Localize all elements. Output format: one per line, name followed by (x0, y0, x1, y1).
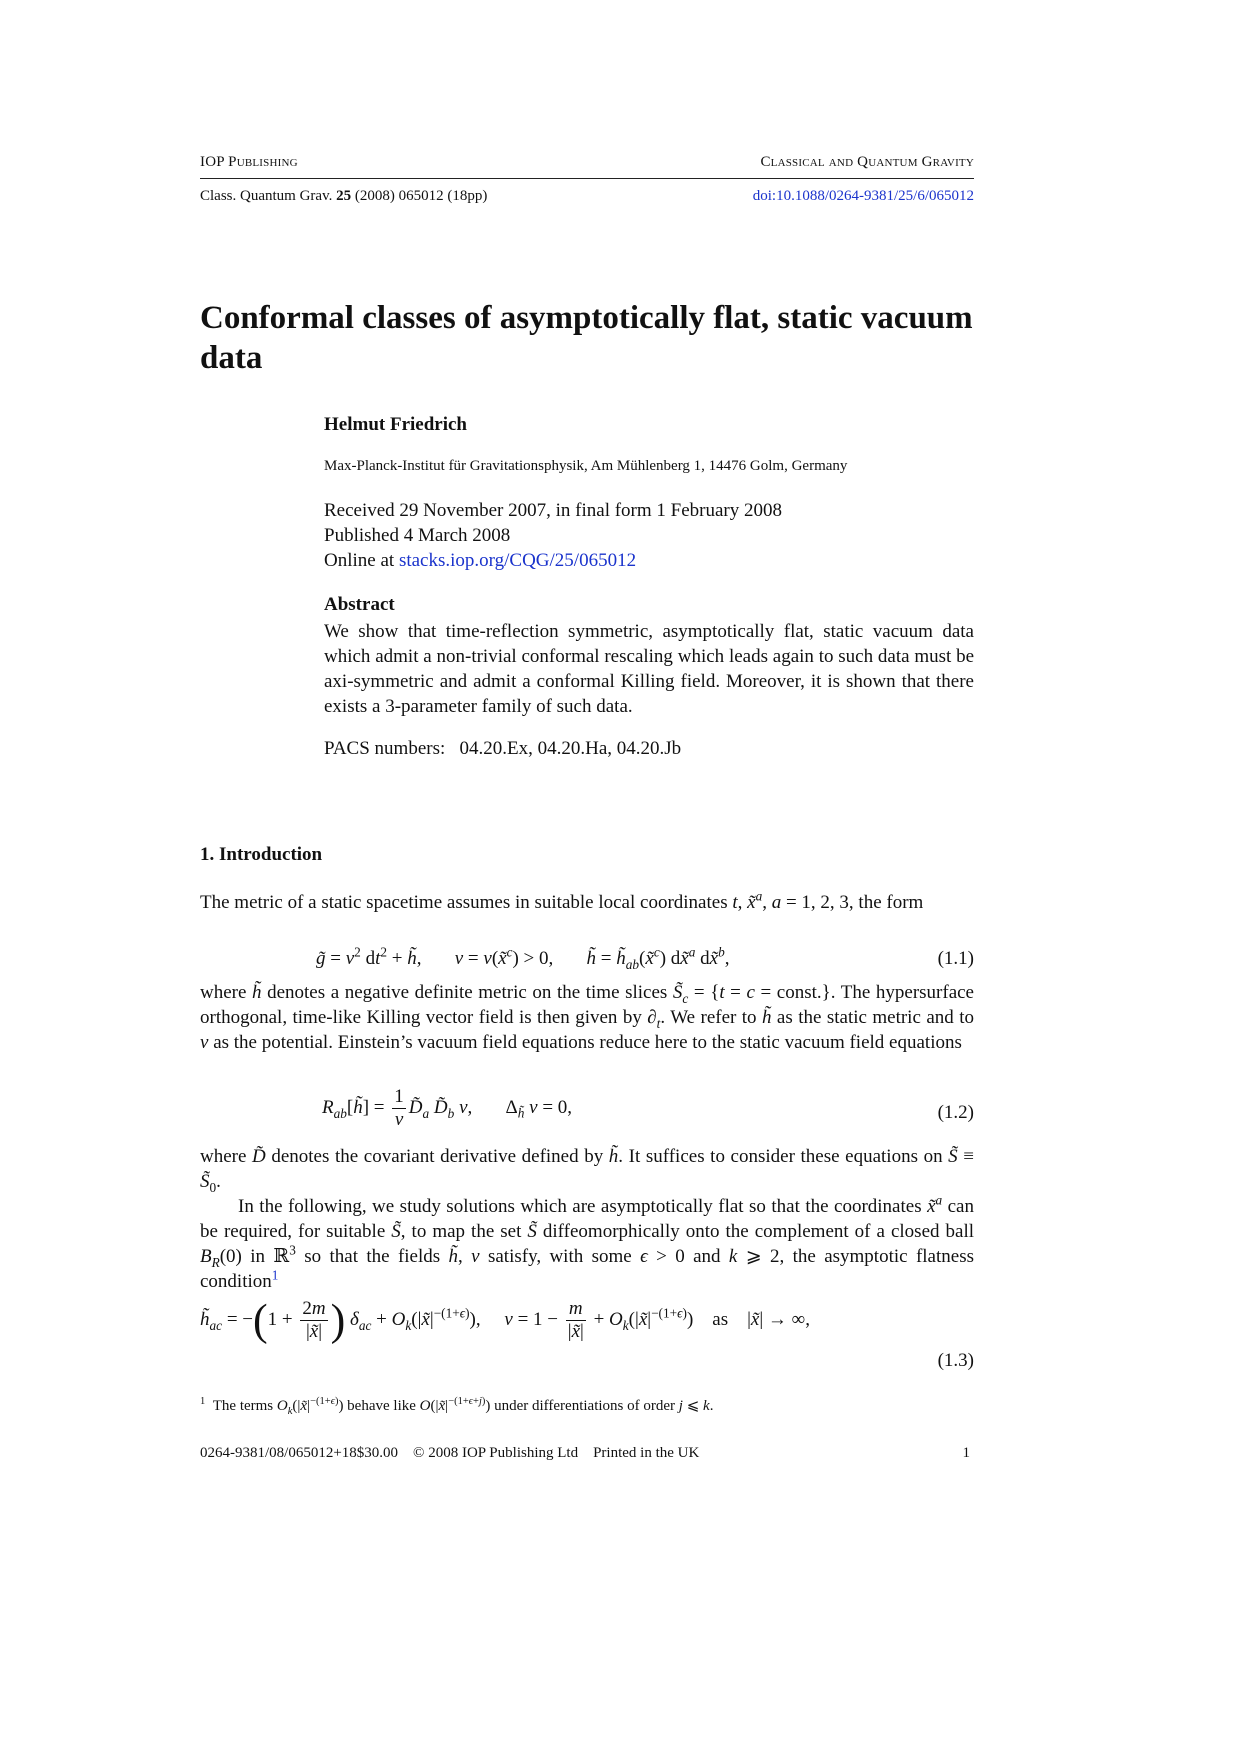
online-line (324, 548, 782, 573)
pacs-values: 04.20.Ex, 04.20.Ha, 04.20.Jb (459, 738, 682, 759)
header-rule (200, 178, 974, 179)
article-title: Conformal classes of asymptotically flat, static vacuum data (200, 300, 973, 376)
abstract-heading: Abstract (324, 594, 395, 615)
abstract-text: We show that time-reflection symmetric, asymptotically flat, static vacuum data which admit a non-trivial conformal rescaling which leads again to such data must be axi-symmetric and admit a conformal Killing field. Moreover, it is shown that there exists a 3-parameter family of such data. (324, 621, 974, 717)
printed-in: Printed in the UK (593, 1445, 700, 1461)
footnote-mark: 1 (200, 1396, 206, 1407)
page-footer (200, 1445, 699, 1462)
footnote: $^1$ The terms $O_k(|x̃|^{-(1+\epsilon)})$ behave like $O(|x̃|^{-(1+\epsilon+j)})$ under differentiations of order j ⩽ k. (200, 1396, 714, 1417)
copyright: © 2008 IOP Publishing Ltd (413, 1445, 579, 1461)
citation-rest: (2008) 065012 (18pp) (351, 188, 488, 204)
equation-1-3-number: (1.3) (937, 1350, 974, 1371)
equation-1-1: g̃ = $v^2$ $dt^2$ + h̃, v = v(x̃$^c$) > 0, h̃ = $h̃_{ab}(x̃^c)$ dx̃$^a$ dx̃$^b$, (316, 944, 730, 972)
page-number: 1 (962, 1445, 970, 1461)
citation (200, 188, 487, 205)
publication-dates (324, 498, 782, 573)
issn-price: 0264-9381/08/065012+18$30.00 (200, 1445, 399, 1461)
footnote-text-start: The terms (212, 1398, 277, 1414)
footnote-ref[interactable]: 1 (271, 1267, 279, 1283)
pacs-line (324, 738, 681, 760)
section-heading: 1. Introduction (200, 844, 323, 865)
paragraph-4: In the following, we study solutions which are asymptotically flat so that the coordinates x̃$^a$ can be required, for suitable S̃, to map the set S̃ diffeomorphically onto the complement of a closed ball $B_R(0)$ in ℝ$^3$ so that the fields h̃, v satisfy, with some ϵ > 0 and k ⩾ 2, the asymptotic flatness condition$^1$ (200, 1192, 974, 1292)
citation-volume: 25 (336, 188, 352, 204)
received-date: Received 29 November 2007, in final form 1 February 2008 (324, 500, 782, 521)
online-link[interactable]: stacks.iop.org/CQG/25/065012 (398, 550, 637, 571)
online-prefix: Online at (324, 550, 399, 571)
author-name: Helmut Friedrich (324, 414, 467, 435)
pacs-label: PACS numbers: (324, 738, 446, 759)
paragraph-1: The metric of a static spacetime assumes in suitable local coordinates t, x̃$^a$, a = 1, 2, 3, the form (200, 888, 924, 913)
equation-1-2-number: (1.2) (937, 1102, 974, 1123)
paragraph-3: where D̃ denotes the covariant derivative defined by h̃. It suffices to consider these equations on S̃ ≡ $S̃_0$. (200, 1146, 974, 1195)
equation-1-2: $R_{ab}[h̃]$ = $\frac{1}{v}$ $D̃_a$ $D̃_b$ v, $\Delta_{h̃}$ v = 0, (322, 1086, 573, 1130)
publisher-label: IOP Publishing (200, 154, 298, 170)
published-date: Published 4 March 2008 (324, 525, 511, 546)
doi-link[interactable]: doi:10.1088/0264-9381/25/6/065012 (752, 188, 974, 204)
equation-1-1-number: (1.1) (937, 948, 974, 969)
journal-name: Classical and Quantum Gravity (760, 154, 974, 170)
equation-1-3: $h̃_{ac} = -(1$ + $\frac{2m}{|x̃|}$ ) $\delta_{ac}$ + $O_k(|x̃|^{-(1+\epsilon)})$, v = 1 − $\frac{m}{|x̃|}$ + $O_k(|x̃|^{-(1+\epsilon)})$ as |x̃| → ∞, (200, 1295, 810, 1345)
paragraph-2: where h̃ denotes a negative definite metric on the time slices $S̃_c = \{t = c$ = const.}. The hypersurface orthogonal, time-like Killing vector field is then given by $\partial_t$. We refer to h̃ as the static metric and to v as the potential. Einstein’s vacuum field equations reduce here to the static vacuum field equations (200, 982, 974, 1053)
citation-prefix: Class. Quantum Grav. (200, 188, 337, 204)
author-affiliation: Max-Planck-Institut für Gravitationsphysik, Am Mühlenberg 1, 14476 Golm, Germany (324, 458, 848, 474)
